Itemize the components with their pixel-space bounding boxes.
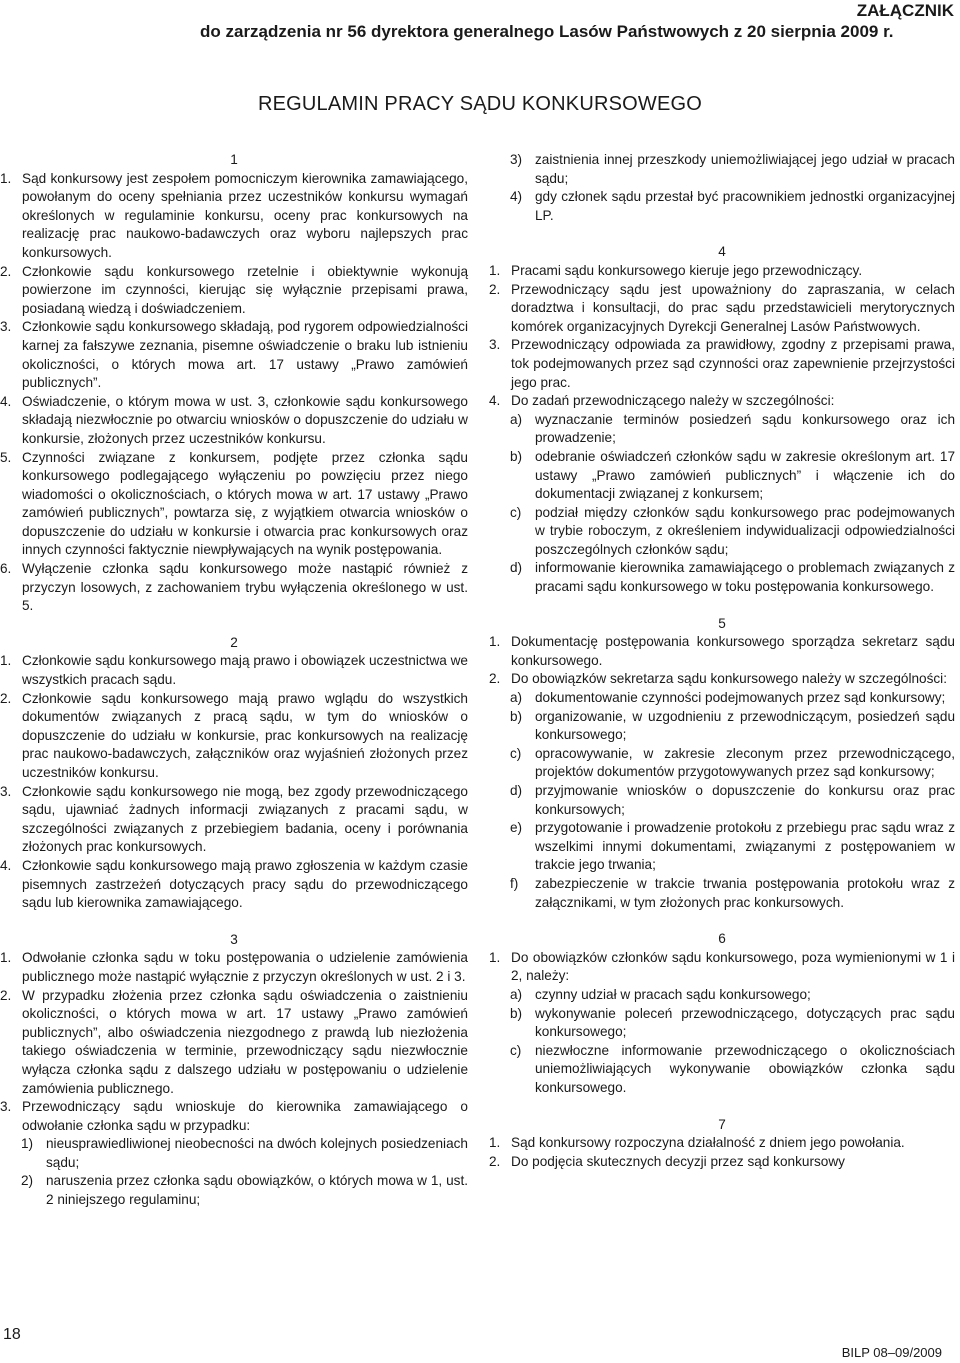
list-item: [0, 449, 468, 561]
annex-label: ZAŁĄCZNIK: [856, 1, 954, 20]
item-text: Sąd konkursowy rozpoczyna działalność z dniem jego powołania.: [511, 1135, 905, 1151]
list-item: [489, 262, 955, 281]
item-number: 4.: [0, 857, 12, 873]
item-text: Do zadań przewodniczącego należy w szczególności:: [511, 393, 835, 409]
sub-item-marker: 4): [510, 189, 523, 205]
list-item: [0, 652, 468, 689]
page-number: 18: [3, 1326, 21, 1343]
sub-item: [489, 1005, 955, 1042]
sub-item-text: przygotowanie i prowadzenie protokołu z przebiegu prac sądu wraz z wszelkimi innymi dokumentami, związanymi z postępowaniem w trakcie jego trwania;: [535, 820, 955, 873]
sub-item-marker: e): [510, 820, 523, 836]
item-number: 4.: [0, 393, 12, 409]
section-heading-6: 6: [718, 931, 726, 947]
sub-item: [489, 782, 955, 819]
sub-item-marker: b): [510, 448, 523, 464]
list-item: [489, 336, 955, 392]
item-text: Do podjęcia skutecznych decyzji przez sąd konkursowy: [511, 1153, 845, 1169]
sub-item: [489, 1042, 955, 1098]
item-text: Czynności związane z konkursem, podjęte przez członka sądu konkursowego podlegającego wyłączeniu po powzięciu przez niego wiadomości o okolicznościach, o których mowa w art. 17 ustawy „Prawo zamówień publicznych”, powtarza się, z wyjątkiem otwarcia wniosków o dopuszczenie do udziału w konkursie i otwarcia prac konkursowych oraz innych czynności faktycznie niewpływających na wynik postępowania.: [22, 449, 468, 558]
sub-item: [489, 708, 955, 745]
sub-item-text: informowanie kierownika zamawiającego o problemach związanych z pracami sądu konkursowego w toku postępowania konkursowego.: [535, 560, 955, 595]
item-text: Członkowie sądu konkursowego mają prawo wglądu do wszystkich dokumentów związanych z pracą sądu, w tym do wniosków o dopuszczenie do udziału w konkursie, prac konkursowych na realizację prac naukowo-badawczych, załączników oraz wyjaśnień złożonych przez uczestników konkursu.: [22, 690, 468, 780]
section-heading-7: 7: [718, 1116, 726, 1132]
list-item: [0, 170, 468, 263]
sub-item-marker: c): [510, 504, 522, 520]
sub-item-text: nieusprawiedliwionej nieobecności na dwóch kolejnych posiedzeniach sądu;: [46, 1136, 468, 1170]
list-item: [489, 392, 955, 411]
section-heading-3: 3: [230, 931, 238, 947]
item-number: 1.: [0, 653, 12, 669]
item-number: 2.: [0, 987, 12, 1003]
item-number: 3.: [0, 783, 12, 799]
item-text: Członkowie sądu konkursowego rzetelnie i obiektywnie wykonują powierzone im czynności, kierując się wyłącznie przepisami prawa, posiadaną wiedzą i doświadczeniem.: [22, 263, 468, 316]
item-text: Członkowie sądu konkursowego mają prawo zgłoszenia w każdym czasie pisemnych zastrzeżeń dotyczących pracy sądu do przewodniczącego sądu lub kierownika zamawiającego.: [22, 857, 468, 911]
section-heading-4: 4: [718, 244, 726, 260]
sub-item-text: zaistnienia innej przeszkody uniemożliwiającej jego udział w pracach sądu;: [535, 152, 955, 186]
item-text: Do obowiązków członków sądu konkursowego, poza wymienionymi w 1 i 2, należy:: [511, 949, 955, 984]
footer-issue: BILP 08–09/2009: [841, 1345, 942, 1360]
sub-item-marker: 2): [21, 1173, 34, 1189]
sub-item: [489, 411, 955, 448]
list-item: [489, 633, 955, 670]
sub-item-text: naruszenia przez członka sądu obowiązków, o których mowa w 1, ust. 2 niniejszego regulaminu;: [46, 1173, 468, 1208]
list-item: [0, 318, 468, 392]
item-text: Sąd konkursowy jest zespołem pomocniczym kierownika zamawiającego, powołanym do oceny spełniania przez uczestników konkursu wymagań określonych w regulaminie konkursu, oceny prac konkursowych na realizację prac naukowo-badawczych oraz wyboru najlepszych prac konkursowych.: [22, 170, 468, 260]
sub-item: [489, 875, 955, 912]
left-column: [0, 151, 468, 1210]
sub-item: [489, 689, 955, 708]
list-item: [489, 1153, 955, 1172]
item-text: Do obowiązków sekretarza sądu konkursowego należy w szczególności:: [511, 671, 947, 687]
sub-item-text: wykonywanie poleceń przewodniczącego, dotyczących prac sądu konkursowego;: [535, 1005, 955, 1040]
item-text: Wyłączenie członka sądu konkursowego może nastąpić również z przyczyn losowych, z zachowaniem trybu wyłączenia określonego w ust. 5.: [22, 561, 468, 614]
list-item: [0, 783, 468, 857]
list-item: [0, 949, 468, 986]
item-text: Przewodniczący sądu wnioskuje do kierownika zamawiającego o odwołanie członka sądu w przypadku:: [22, 1099, 468, 1133]
item-text: Członkowie sądu konkursowego mają prawo i obowiązek uczestnictwa we wszystkich pracach sądu.: [22, 653, 468, 688]
list-item: [0, 857, 468, 913]
sub-item: [489, 559, 955, 596]
item-number: 1.: [489, 1135, 501, 1151]
list-item: [489, 670, 955, 689]
item-number: 2.: [489, 671, 501, 687]
item-number: 2.: [0, 263, 12, 279]
item-text: Przewodniczący odpowiada za prawidłowy, zgodny z przepisami prawa, tok podejmowanych przez sąd czynności oraz zapewnienie przejrzystości jego prac.: [511, 337, 955, 390]
item-text: Dokumentację postępowania konkursowego sporządza sekretarz sądu konkursowego.: [511, 634, 955, 668]
sub-item-marker: d): [510, 560, 523, 576]
item-number: 4.: [489, 393, 501, 409]
item-text: Odwołanie członka sądu w toku postępowania o udzielenie zamówienia publicznego może nastąpić wyłącznie z przyczyn określonych w ust. 2 i 3.: [22, 950, 468, 984]
item-number: 3.: [0, 319, 12, 335]
sub-item-text: opracowywanie, w zakresie zleconym przez przewodniczącego, projektów dokumentów przygotowywanych przez sąd konkursowy;: [535, 745, 955, 780]
sub-item-text: organizowanie, w uzgodnieniu z przewodniczącym, posiedzeń sądu konkursowego;: [535, 708, 955, 743]
item-number: 3.: [0, 1099, 12, 1115]
sub-item: [489, 188, 955, 225]
sub-item-text: odebranie oświadczeń członków sądu w zakresie określonym art. 17 ustawy „Prawo zamówień publicznych” i włączenie ich do dokumentacji związanej z konkursem;: [535, 448, 955, 502]
item-text: Członkowie sądu konkursowego składają, pod rygorem odpowiedzialności karnej za fałszywe zeznania, pisemne oświadczenie o braku lub istnieniu okoliczności, o których mowa art. 17 ustawy „Prawo zamówień publicznych”.: [22, 319, 468, 391]
list-item: [0, 987, 468, 1099]
sub-item-text: gdy członek sądu przestał być pracownikiem jednostki organizacyjnej LP.: [535, 189, 955, 223]
sub-item-marker: b): [510, 708, 523, 724]
list-item: [0, 1098, 468, 1135]
list-item: [489, 1134, 955, 1153]
section-heading-2: 2: [230, 634, 238, 650]
sub-item-marker: f): [510, 875, 519, 891]
sub-item-marker: c): [510, 745, 522, 761]
item-text: Przewodniczący sądu jest upoważniony do zapraszania, w celach doradztwa i konsultacji, do prac sądu przedstawicieli merytorycznych komórek organizacyjnych Dyrekcji Generalnej Lasów Państwowych.: [511, 281, 955, 334]
item-text: Członkowie sądu konkursowego nie mogą, bez zgody przewodniczącego sądu, ujawniać żadnych informacji związanych z pracami sądu, w szczególności związanych z przebiegiem badania, oceny i porównania złożonych prac konkursowych.: [22, 783, 468, 855]
item-number: 1.: [489, 949, 501, 965]
sub-item: [489, 819, 955, 875]
sub-item: [489, 151, 955, 188]
item-number: 2.: [489, 281, 501, 297]
item-number: 1.: [489, 634, 501, 650]
sub-item-text: czynny udział w pracach sądu konkursowego;: [535, 986, 811, 1002]
sub-item: [489, 986, 955, 1005]
section-heading-1: 1: [230, 152, 238, 167]
item-text: Oświadczenie, o którym mowa w ust. 3, członkowie sądu konkursowego składają niezwłocznie po otwarciu wniosków o dopuszczenie do udziału w konkursie, złożonych przez uczestników konkursu.: [22, 393, 468, 446]
sub-item: [489, 448, 955, 504]
sub-item: [0, 1135, 468, 1172]
sub-item-marker: 3): [510, 152, 523, 167]
item-number: 1.: [489, 262, 501, 278]
sub-item-marker: a): [510, 411, 523, 427]
item-number: 5.: [0, 449, 12, 465]
item-number: 2.: [489, 1153, 501, 1169]
item-number: 1.: [0, 170, 12, 186]
sub-item-text: niezwłoczne informowanie przewodniczącego o okolicznościach uniemożliwiających wykonywanie obowiązków członka sądu konkursowego.: [535, 1042, 955, 1095]
sub-item: [489, 504, 955, 560]
sub-item-marker: d): [510, 783, 523, 798]
section-heading-5: 5: [718, 615, 726, 631]
sub-item: [489, 745, 955, 782]
sub-item-marker: a): [510, 986, 523, 1002]
list-item: [0, 263, 468, 319]
sub-item-text: dokumentowanie czynności podejmowanych przez sąd konkursowy;: [535, 690, 946, 706]
item-number: 6.: [0, 561, 12, 577]
item-text: Pracami sądu konkursowego kieruje jego przewodniczący.: [511, 262, 863, 278]
item-number: 2.: [0, 690, 12, 706]
sub-item: [0, 1172, 468, 1209]
sub-item-text: przyjmowanie wniosków o dopuszczenie do konkursu oraz prac konkursowych;: [535, 783, 955, 817]
sub-item-text: zabezpieczenie w trakcie trwania postępowania protokołu wraz z załącznikami, w tym złożonych prac konkursowych.: [535, 875, 955, 910]
list-item: [489, 949, 955, 986]
sub-item-marker: b): [510, 1005, 523, 1021]
list-item: [0, 690, 468, 783]
item-text: W przypadku złożenia przez członka sądu oświadczenia o zaistnieniu okoliczności, o których mowa w art. 17 ustawy „Prawo zamówień publicznych”, albo oświadczenia niezgodnego z prawdą lub niezłożenia takiego oświadczenia w terminie, przewodniczący sądu niezwłocznie wyłącza członka sądu z dalszego udziału w postępowaniu o udzielenie zamówienia publicznego.: [22, 987, 468, 1096]
document-title: REGULAMIN PRACY SĄDU KONKURSOWEGO: [257, 93, 703, 115]
right-column: [489, 151, 955, 1171]
sub-item-marker: a): [510, 690, 523, 706]
sub-item-marker: 1): [21, 1136, 34, 1152]
item-number: 1.: [0, 950, 12, 966]
sub-item-marker: c): [510, 1042, 522, 1058]
list-item: [489, 281, 955, 337]
annex-subtitle: do zarządzenia nr 56 dyrektora generalnego Lasów Państwowych z 20 sierpnia 2009 r.: [200, 22, 894, 41]
item-number: 3.: [489, 337, 501, 353]
sub-item-text: wyznaczanie terminów posiedzeń sądu konkursowego oraz ich prowadzenie;: [535, 411, 955, 446]
list-item: [0, 560, 468, 616]
list-item: [0, 393, 468, 449]
sub-item-text: podział między członków sądu konkursowego prac podejmowanych w trybie roboczym, z określeniem indywidualizacji odpowiedzialności poszczególnych członków sądu;: [535, 504, 955, 557]
